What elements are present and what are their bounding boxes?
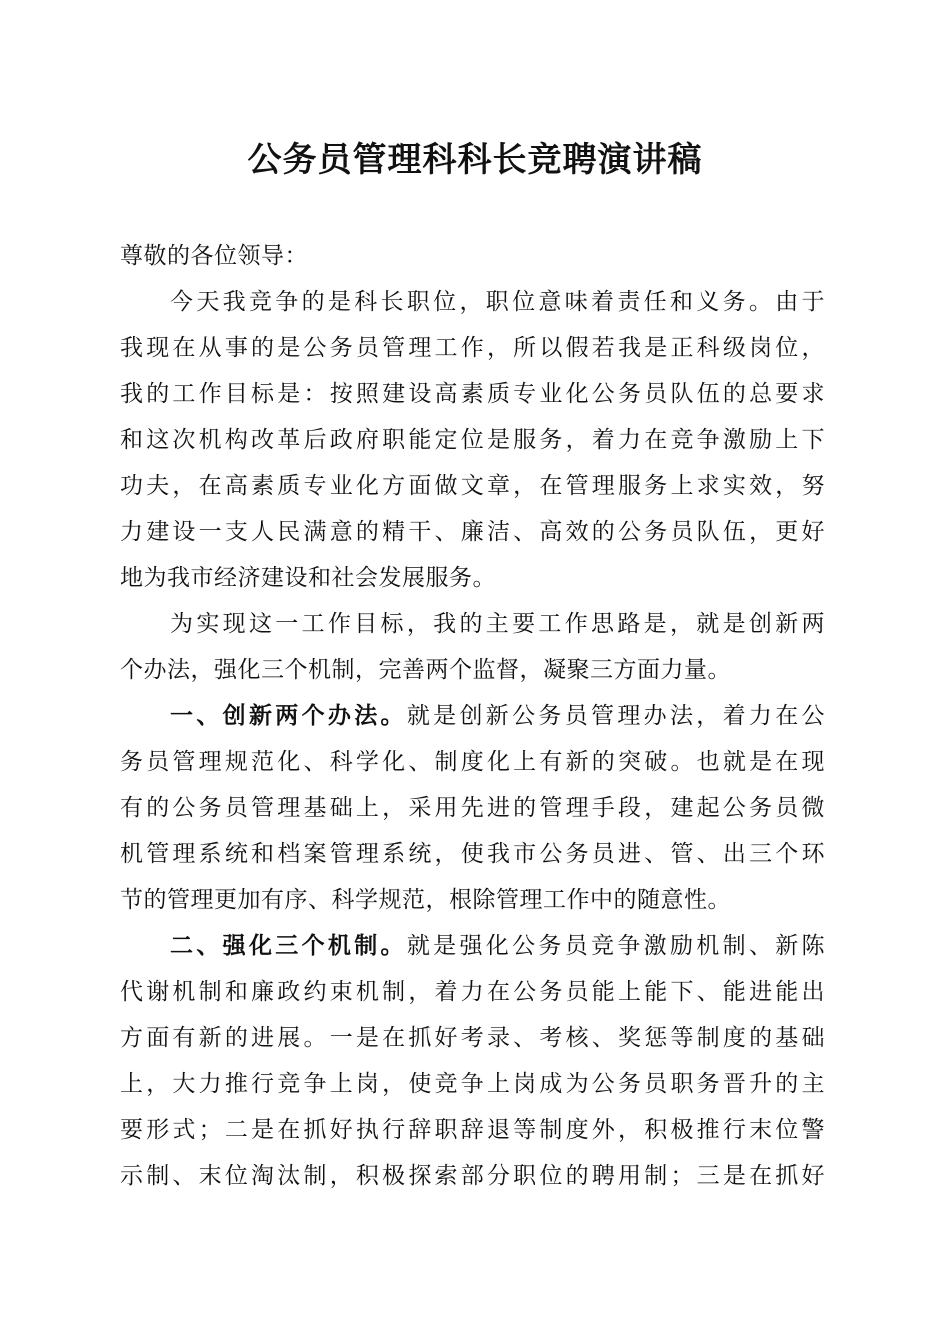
section-one-text: 就是创新公务员管理办法，着力在公: [406, 703, 825, 729]
section-heading-two: 二、强化三个机制。: [170, 933, 407, 959]
section-one-first-line: [120, 693, 825, 739]
paragraph-line: 功夫，在高素质专业化方面做文章，在管理服务上求实效，努: [120, 473, 825, 499]
paragraph-line: 力建设一支人民满意的精干、廉洁、高效的公务员队伍，更好: [120, 519, 825, 545]
paragraph-line: 方面有新的进展。一是在抓好考录、考核、奖惩等制度的基础: [120, 1025, 825, 1051]
salutation: 尊敬的各位领导：: [120, 243, 308, 269]
paragraph-line: 我现在从事的是公务员管理工作，所以假若我是正科级岗位，: [120, 335, 825, 361]
paragraph-line: 要形式；二是在抓好执行辞职辞退等制度外，积极推行末位警: [120, 1117, 825, 1143]
section-heading-one: 一、创新两个办法。: [170, 703, 407, 729]
paragraph-line: 代谢机制和廉政约束机制，着力在公务员能上能下、能进能出: [120, 979, 825, 1005]
section-two-first-line: [120, 923, 825, 969]
paragraph-line: 个办法，强化三个机制，完善两个监督，凝聚三方面力量。: [120, 657, 731, 683]
paragraph-line: 我的工作目标是：按照建设高素质专业化公务员队伍的总要求: [120, 381, 825, 407]
paragraph-line: 今天我竞争的是科长职位，职位意味着责任和义务。由于: [170, 289, 825, 315]
document-body: [120, 233, 825, 1199]
paragraph-line: 有的公务员管理基础上，采用先进的管理手段，建起公务员微: [120, 795, 825, 821]
paragraph-line: 为实现这一工作目标，我的主要工作思路是，就是创新两: [170, 611, 825, 637]
document-title: 公务员管理科科长竞聘演讲稿: [247, 140, 703, 180]
section-two-text: 就是强化公务员竞争激励机制、新陈: [406, 933, 825, 959]
paragraph-line: 节的管理更加有序、科学规范，根除管理工作中的随意性。: [120, 887, 731, 913]
paragraph-line: 机管理系统和档案管理系统，使我市公务员进、管、出三个环: [120, 841, 825, 867]
paragraph-line: 和这次机构改革后政府职能定位是服务，着力在竞争激励上下: [120, 427, 825, 453]
paragraph-line: 地为我市经济建设和社会发展服务。: [120, 565, 496, 591]
paragraph-line: 务员管理规范化、科学化、制度化上有新的突破。也就是在现: [120, 749, 825, 775]
paragraph-line: 示制、末位淘汰制，积极探索部分职位的聘用制；三是在抓好: [120, 1163, 825, 1189]
paragraph-line: 上，大力推行竞争上岗，使竞争上岗成为公务员职务晋升的主: [120, 1071, 825, 1097]
